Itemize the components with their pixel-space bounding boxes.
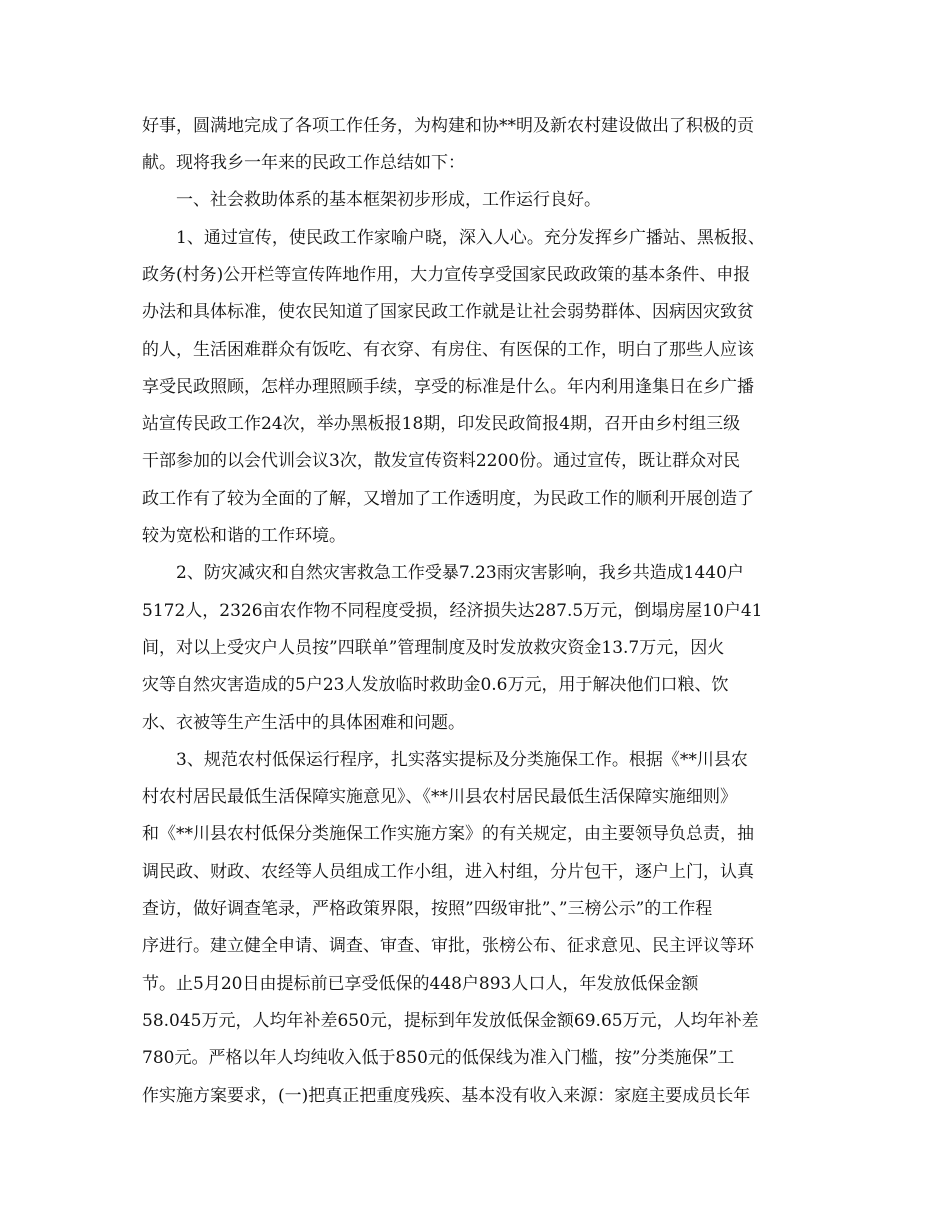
text-line: 水、衣被等生产生活中的具体困难和问题。	[142, 713, 465, 733]
text-line: 作实施方案要求，(一)把真正把重度残疾、基本没有收入来源：家庭主要成员长年	[142, 1086, 751, 1106]
text-line: 780元。严格以年人均纯收入低于850元的低保线为准入门槛，按”分类施保”工	[142, 1048, 735, 1068]
text-line: 站宣传民政工作24次，举办黑板报18期，印发民政简报4期，召开由乡村组三级	[142, 414, 741, 434]
text-line: 调民政、财政、农经等人员组成工作小组，进入村组，分片包干，逐户上门，认真	[142, 862, 754, 882]
text-line: 献。现将我乡一年来的民政工作总结如下：	[142, 153, 465, 173]
text-line: 的人，生活困难群众有饭吃、有衣穿、有房住、有医保的工作，明白了那些人应该	[142, 340, 754, 360]
paragraph-start: 3、规范农村低保运行程序，扎实落实提标及分类施保工作。根据《**川县农	[176, 750, 748, 770]
text-line: 节。止5月20日由提标前已享受低保的448户893人口人，年发放低保金额	[142, 974, 699, 994]
text-line: 和《**川县农村低保分类施保工作实施方案》的有关规定，由主要领导负总责，抽	[142, 824, 754, 844]
text-line: 村农村居民最低生活保障实施意见》、《**川县农村居民最低生活保障实施细则》	[142, 787, 737, 807]
text-line: 查访，做好调查笔录，严格政策界限，按照”四级审批”、”三榜公示”的工作程	[142, 899, 713, 919]
text-line: 干部参加的以会代训会议3次，散发宣传资料2200份。通过宣传，既让群众对民	[142, 451, 741, 471]
section-heading: 一、社会救助体系的基本框架初步形成，工作运行良好。	[176, 190, 601, 210]
text-line: 间，对以上受灾户人员按”四联单”管理制度及时发放救灾资金13.7万元，因火	[142, 638, 725, 658]
text-line: 政工作有了较为全面的了解，又增加了工作透明度，为民政工作的顺利开展创造了	[142, 489, 754, 509]
text-line: 较为宽松和谐的工作环境。	[142, 526, 346, 546]
text-line: 序进行。建立健全申请、调查、审查、审批，张榜公布、征求意见、民主评议等环	[142, 936, 754, 956]
paragraph-start: 2、防灾减灾和自然灾害救急工作受暴7.23雨灾害影响，我乡共造成1440户	[176, 563, 744, 583]
paragraph-start: 1、通过宣传，使民政工作家喻户晓，深入人心。充分发挥乡广播站、黑板报、	[176, 228, 765, 248]
text-line: 政务(村务)公开栏等宣传阵地作用，大力宣传享受国家民政政策的基本条件、申报	[142, 265, 751, 285]
text-line: 灾等自然灾害造成的5户23人发放临时救助金0.6万元，用于解决他们口粮、饮	[142, 675, 729, 695]
text-line: 办法和具体标准，使农民知道了国家民政工作就是让社会弱势群体、因病因灾致贫	[142, 302, 754, 322]
text-line: 58.045万元，人均年补差650元，提标到年发放低保金额69.65万元，人均年补差	[142, 1011, 759, 1031]
text-line: 5172人，2326亩农作物不同程度受损，经济损失达287.5万元，倒塌房屋10户41	[142, 601, 763, 621]
text-line: 好事，圆满地完成了各项工作任务，为构建和协**明及新农村建设做出了积极的贡	[142, 116, 754, 136]
text-line: 享受民政照顾，怎样办理照顾手续，享受的标准是什么。年内利用逢集日在乡广播	[142, 377, 754, 397]
